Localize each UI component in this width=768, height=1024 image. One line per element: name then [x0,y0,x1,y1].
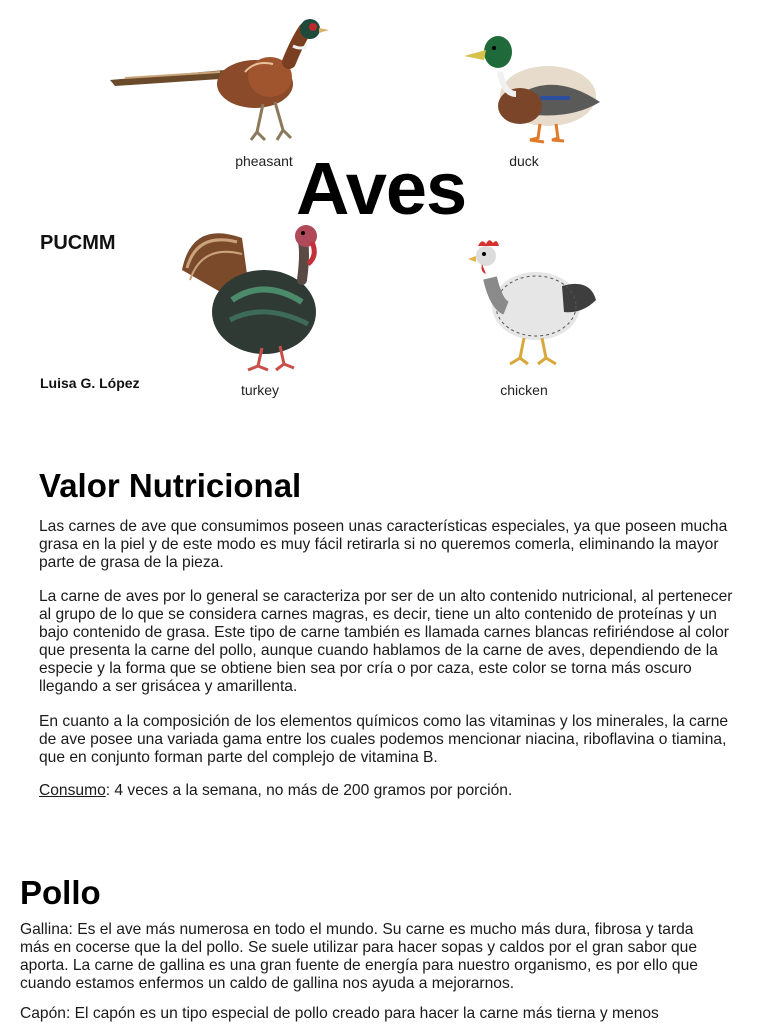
valor-paragraph-2: La carne de aves por lo general se caracteriza por ser de un alto contenido nutricional, al pertenecer al grupo de lo que se considera carnes magras, es decir, tiene un alto contenido de proteínas y un bajo contenido de grasa. Este tipo de carne también es llamada carnes blancas refiriéndose al color que presenta la carne del pollo, aunque cuando hablamos de la carne de aves, dependiendo de la especie y la forma que se obtiene bien sea por cría o por caza, este color se torna más oscuro llegando a ser grisácea y amarillenta. [39,588,733,695]
pollo-capon-paragraph: Capón: El capón es un tipo especial de pollo creado para hacer la carne más tierna y menos [20,1005,659,1022]
pheasant-illustration [105,12,340,152]
chicken-illustration [466,234,602,374]
section-heading-pollo: Pollo [20,874,101,911]
valor-paragraph-3: En cuanto a la composición de los elementos químicos como las vitaminas y los minerales, la carne de ave posee una variada gama entre los cuales podemos mencionar niacina, riboflavina o tiamina, que en conjunto forman parte del complejo de vitamina B. [39,713,729,766]
organization-label: PUCMM [40,232,116,254]
page-title: Aves [296,147,467,230]
bird-caption-chicken: chicken [500,382,548,398]
duck-illustration [460,24,605,149]
bird-caption-duck: duck [509,153,539,169]
consumo-line [39,782,739,800]
consumo-label: Consumo [39,782,106,799]
bird-caption-pheasant: pheasant [235,153,293,169]
section-heading-valor-nutricional: Valor Nutricional [39,467,302,504]
author-label: Luisa G. López [40,375,140,391]
consumo-text: : 4 veces a la semana, no más de 200 gramos por porción. [105,782,513,799]
valor-paragraph-1: Las carnes de ave que consumimos poseen unas características especiales, ya que poseen mucha grasa en la piel y de este modo es muy fácil retirarla si no queremos comerla, eliminando la mayor parte de grasa de la pieza. [39,518,728,571]
turkey-illustration [172,220,330,378]
bird-caption-turkey: turkey [240,382,280,398]
pollo-gallina-paragraph: Gallina: Es el ave más numerosa en todo el mundo. Su carne es mucho más dura, fibrosa y tarda más en cocerse que la del pollo. Se suele utilizar para hacer sopas y caldos por el gran sabor que aporta. La carne de gallina es una gran fuente de energía para nuestro organismo, es por ello que cuando estamos enfermos un caldo de gallina nos ayuda a mejorarnos. [20,921,698,992]
